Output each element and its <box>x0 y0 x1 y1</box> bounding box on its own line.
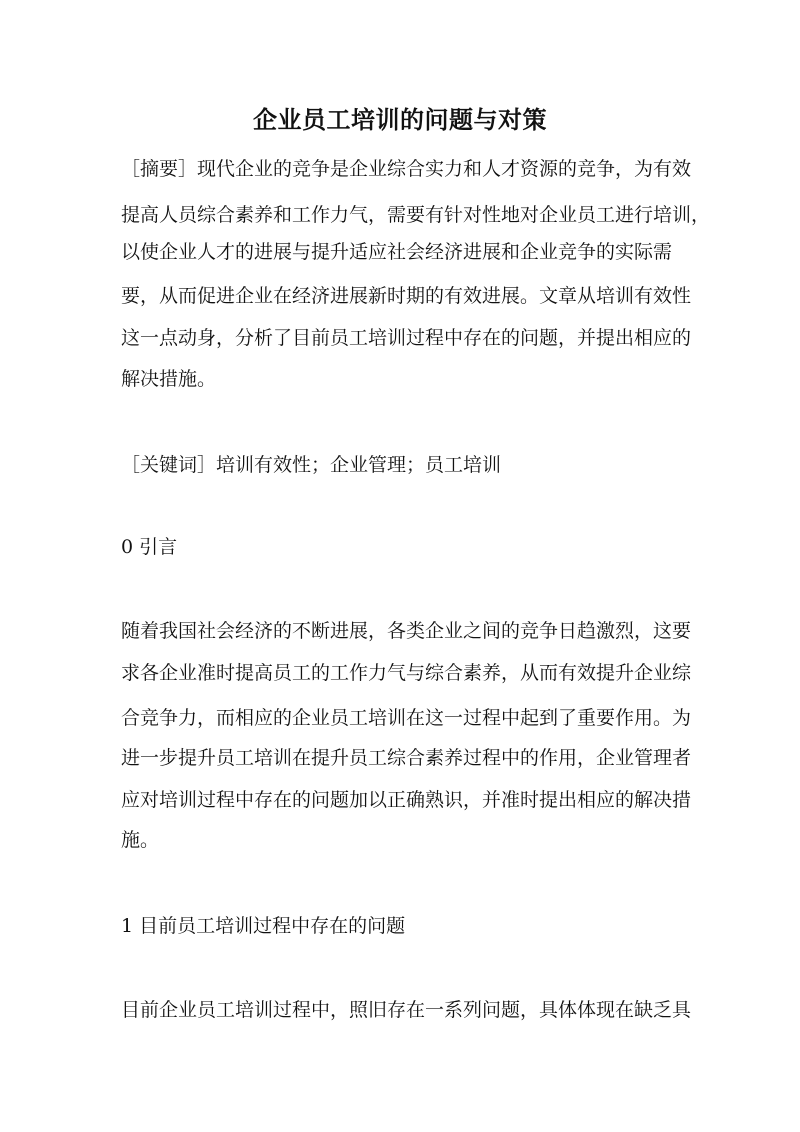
body-line: 目前企业员工培训过程中，照旧存在一系列问题，具体体现在缺乏具 <box>121 999 692 1021</box>
body-line: 应对培训过程中存在的问题加以正确熟识，并准时提出相应的解决措 <box>121 789 692 811</box>
abstract-line: ［摘要］现代企业的竞争是企业综合实力和人才资源的竞争，为有效 <box>121 158 692 180</box>
section-heading: 0 引言 <box>121 536 178 558</box>
body-line: 求各企业准时提高员工的工作力气与综合素养，从而有效提升企业综 <box>121 662 692 684</box>
abstract-line: 要，从而促进企业在经济进展新时期的有效进展。文章从培训有效性 <box>121 285 692 307</box>
body-line: 施。 <box>121 829 160 851</box>
document-title: 企业员工培训的问题与对策 <box>253 105 547 134</box>
body-line: 随着我国社会经济的不断进展，各类企业之间的竞争日趋激烈，这要 <box>121 620 692 642</box>
abstract-line: 解决措施。 <box>121 368 217 390</box>
body-line: 合竞争力，而相应的企业员工培训在这一过程中起到了重要作用。为 <box>121 707 692 729</box>
abstract-line: 提高人员综合素养和工作力气，需要有针对性地对企业员工进行培训， <box>121 204 711 226</box>
body-line: 进一步提升员工培训在提升员工综合素养过程中的作用，企业管理者 <box>121 747 692 769</box>
abstract-line: 这一点动身，分析了目前员工培训过程中存在的问题，并提出相应的 <box>121 327 692 349</box>
abstract-line: 以使企业人才的进展与提升适应社会经济进展和企业竞争的实际需 <box>121 241 673 263</box>
keywords-line: ［关键词］培训有效性；企业管理；员工培训 <box>121 454 502 476</box>
section-heading: 1 目前员工培训过程中存在的问题 <box>121 915 406 937</box>
